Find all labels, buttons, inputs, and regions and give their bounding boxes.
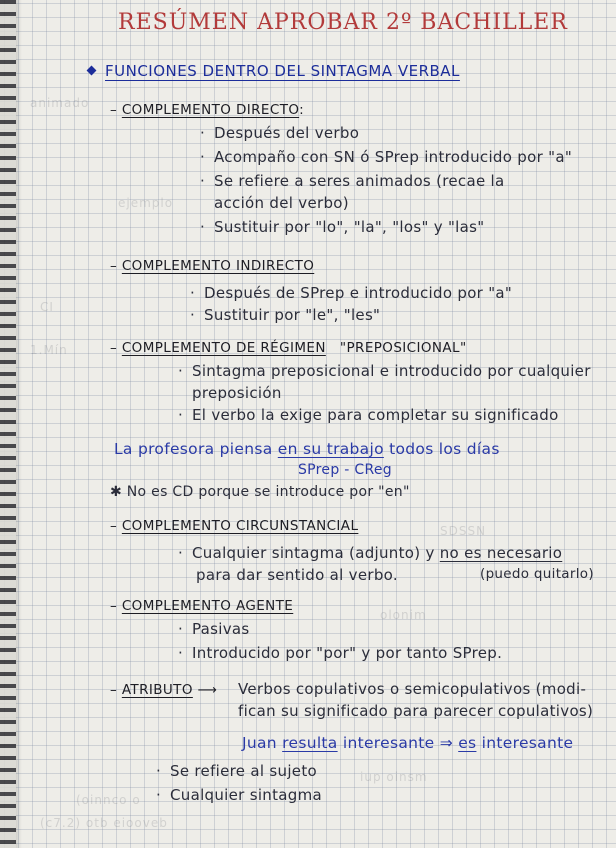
example-text: Juan bbox=[242, 734, 277, 752]
ghost-text: 1.Mín bbox=[30, 343, 68, 357]
list-item: · Pasivas bbox=[178, 620, 250, 638]
example-text: interesante bbox=[481, 734, 574, 752]
main-heading-text: FUNCIONES DENTRO DEL SINTAGMA VERBAL bbox=[105, 62, 460, 80]
section-suffix: : bbox=[299, 102, 305, 118]
example-underlined: es bbox=[458, 734, 477, 752]
list-item: · Introducido por "por" y por tanto SPrep. bbox=[178, 644, 503, 662]
list-item-text: Después de SPrep e introducido por "a" bbox=[204, 284, 513, 302]
list-item-text: acción del verbo) bbox=[214, 194, 349, 212]
list-item: · Cualquier sintagma (adjunto) y no es necesario bbox=[178, 544, 563, 562]
list-item: · Después del verbo bbox=[200, 124, 360, 142]
list-item-text: Introducido por "por" y por tanto SPrep. bbox=[192, 644, 503, 662]
note: ✱ No es CD porque se introduce por "en" bbox=[110, 484, 410, 500]
list-item: · Acompaño con SN ó SPrep introducido por "a" bbox=[200, 148, 573, 166]
section-heading-creg: – COMPLEMENTO DE RÉGIMEN "PREPOSICIONAL" bbox=[110, 340, 467, 356]
list-item-text: (puedo quitarlo) bbox=[480, 566, 594, 582]
list-item: · Se refiere a seres animados (recae la bbox=[200, 172, 505, 190]
list-item-text: Sustituir por "lo", "la", "los" y "las" bbox=[214, 218, 485, 236]
list-item-continuation bbox=[192, 384, 282, 402]
list-item-text: Después del verbo bbox=[214, 124, 360, 142]
list-item-text: Acompaño con SN ó SPrep introducido por "a" bbox=[214, 148, 573, 166]
list-item-text: Se refiere a seres animados (recae la bbox=[214, 172, 505, 190]
section-heading-cd: – COMPLEMENTO DIRECTO: bbox=[110, 102, 305, 118]
list-item-aside bbox=[480, 566, 594, 582]
list-item: · Después de SPrep e introducido por "a" bbox=[190, 284, 513, 302]
ghost-text: SDSSN bbox=[440, 524, 487, 538]
list-item-continuation bbox=[196, 566, 398, 584]
list-item-text: El verbo la exige para completar su significado bbox=[192, 406, 559, 424]
ghost-text: (oinnco o bbox=[76, 793, 141, 807]
ghost-text: olonim bbox=[380, 608, 427, 622]
section-label: COMPLEMENTO INDIRECTO bbox=[121, 258, 315, 274]
list-item-text: Sintagma preposicional e introducido por cualquier bbox=[192, 362, 591, 380]
list-item-text: Cualquier sintagma bbox=[170, 786, 322, 804]
ghost-text: ejemplo bbox=[118, 196, 174, 210]
list-item-text: para dar sentido al verbo. bbox=[196, 566, 398, 584]
example-underlined: en su trabajo bbox=[277, 440, 384, 458]
example-sentence bbox=[114, 440, 500, 458]
example-text: interesante ⇒ bbox=[342, 734, 453, 752]
example-tag: SPrep - CReg bbox=[298, 462, 392, 478]
section-heading-atributo: – ATRIBUTO ⟶ bbox=[110, 682, 218, 698]
list-item-text: Sustituir por "le", "les" bbox=[204, 306, 381, 324]
list-item: · Sustituir por "le", "les" bbox=[190, 306, 381, 324]
section-label: COMPLEMENTO AGENTE bbox=[121, 598, 294, 614]
list-item-text: preposición bbox=[192, 384, 282, 402]
atributo-example bbox=[242, 734, 573, 752]
section-heading-cag: – COMPLEMENTO AGENTE bbox=[110, 598, 294, 614]
example-text: todos los días bbox=[389, 440, 500, 458]
section-label: COMPLEMENTO CIRCUNSTANCIAL bbox=[121, 518, 359, 534]
ghost-text: CI bbox=[40, 300, 54, 314]
atributo-definition: Verbos copulativos o semicopulativos (modi- bbox=[238, 680, 587, 698]
page-title: RESÚMEN APROBAR 2º BACHILLER bbox=[118, 10, 568, 35]
main-heading bbox=[88, 62, 460, 80]
list-item-text: Cualquier sintagma (adjunto) y bbox=[192, 544, 435, 562]
section-extra: "PREPOSICIONAL" bbox=[339, 340, 467, 356]
note-text: No es CD porque se introduce por "en" bbox=[126, 484, 410, 500]
list-item: · El verbo la exige para completar su significado bbox=[178, 406, 559, 424]
section-label: COMPLEMENTO DIRECTO bbox=[121, 102, 300, 118]
list-item-text: Se refiere al sujeto bbox=[170, 762, 317, 780]
list-item-text: Pasivas bbox=[192, 620, 250, 638]
list-item: · Se refiere al sujeto bbox=[156, 762, 317, 780]
arrow-icon: ⟶ bbox=[197, 682, 218, 698]
ghost-text: iup oinsm bbox=[360, 770, 428, 784]
list-item-continuation bbox=[214, 194, 349, 212]
binding-shadow bbox=[16, 0, 22, 848]
list-item: · Cualquier sintagma bbox=[156, 786, 322, 804]
example-underlined: resulta bbox=[282, 734, 338, 752]
section-label: COMPLEMENTO DE RÉGIMEN bbox=[121, 340, 326, 356]
bullet-diamond-icon bbox=[87, 66, 97, 76]
atributo-definition-cont: fican su significado para parecer copulativos) bbox=[238, 702, 594, 720]
example-text: La profesora piensa bbox=[114, 440, 273, 458]
section-heading-cc: – COMPLEMENTO CIRCUNSTANCIAL bbox=[110, 518, 359, 534]
section-label: ATRIBUTO bbox=[121, 682, 193, 698]
spiral-binding bbox=[0, 0, 16, 848]
ghost-text: (c7.2) otb eiooveb bbox=[40, 816, 168, 830]
list-item-underlined: no es necesario bbox=[439, 544, 563, 562]
ghost-text: animado bbox=[30, 96, 90, 110]
section-heading-ci: – COMPLEMENTO INDIRECTO bbox=[110, 258, 315, 274]
list-item: · Sustituir por "lo", "la", "los" y "las" bbox=[200, 218, 485, 236]
list-item: · Sintagma preposicional e introducido por cualquier bbox=[178, 362, 591, 380]
